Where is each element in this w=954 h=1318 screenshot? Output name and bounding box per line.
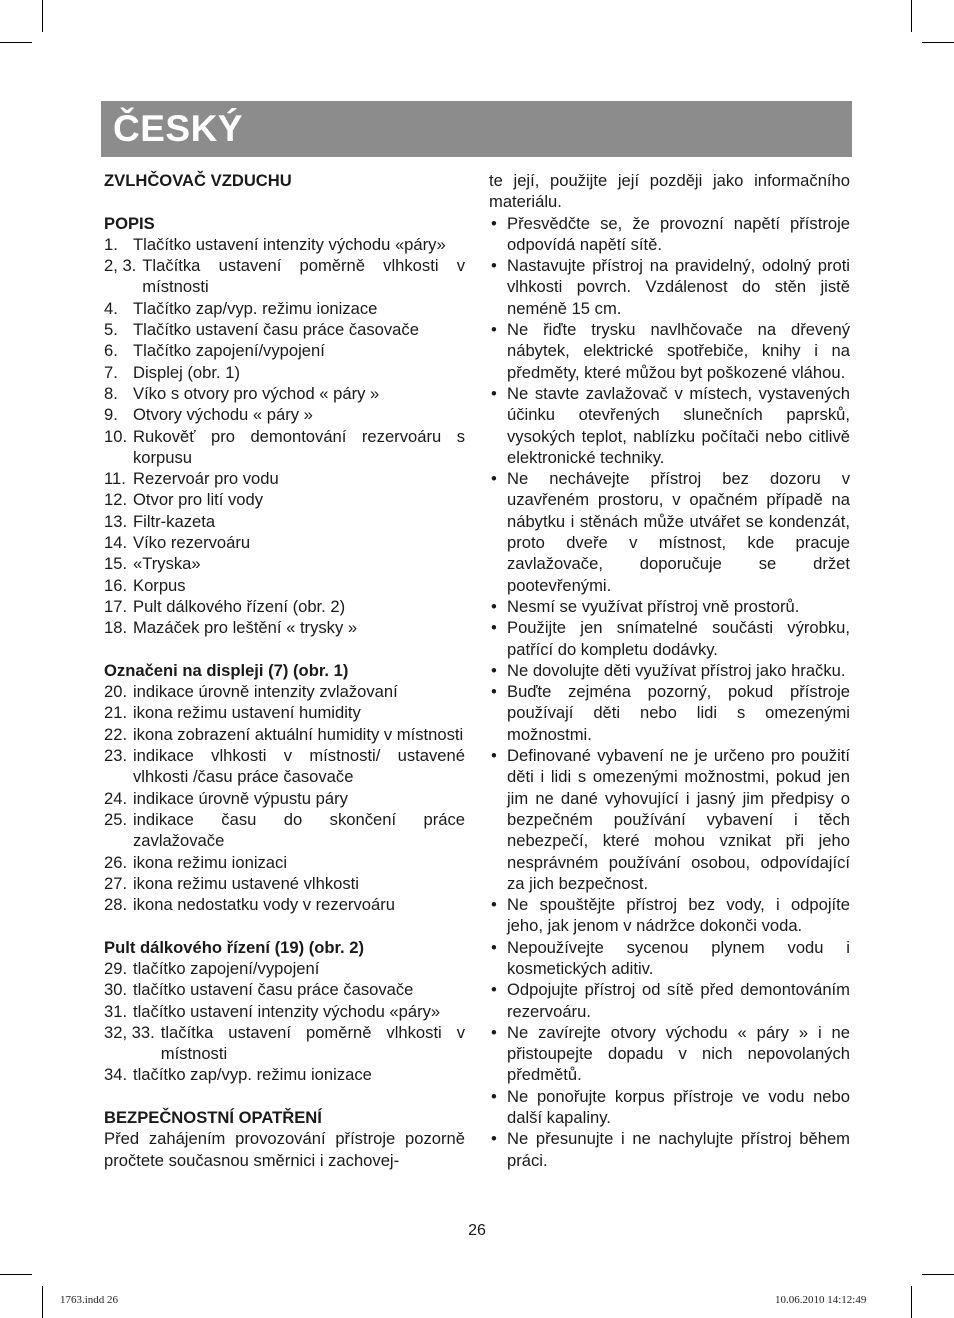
bullet-item [489, 1022, 850, 1086]
list-item [104, 553, 465, 574]
list-item-number: 21. [104, 703, 128, 723]
crop-mark [922, 42, 954, 43]
document-title: ZVLHČOVAČ VZDUCHU [104, 171, 292, 190]
list-item-text: Tlačítka ustavení poměrně vlhkosti v místnosti [142, 256, 465, 297]
footer-timestamp: 10.06.2010 14:12:49 [775, 1294, 867, 1306]
list-item-number: 32, 33. [104, 1022, 155, 1042]
list-item-number: 31. [104, 1001, 128, 1021]
list-item-text: Rezervoár pro vodu [133, 469, 279, 489]
list-item-number: 20. [104, 682, 128, 702]
list-item [104, 575, 465, 596]
list-item [104, 617, 465, 638]
bullet-text: Ne dovolujte děti využívat přístroj jako hračku. [507, 660, 846, 680]
list-item [104, 894, 465, 915]
crop-mark [42, 0, 43, 32]
safety-bullet-list [489, 213, 850, 1171]
bullet-icon: • [491, 320, 497, 340]
list-item-text: indikace úrovně intenzity zvlažovaní [133, 682, 398, 702]
bullet-item [489, 681, 850, 745]
list-item [104, 1001, 465, 1022]
list-item-text: Otvor pro lití vody [133, 490, 264, 510]
right-column [489, 170, 850, 1171]
remote-list [104, 958, 465, 1086]
bullet-item [489, 255, 850, 319]
bullet-icon: • [491, 383, 497, 403]
list-item-number: 28. [104, 895, 128, 915]
list-item-number: 15. [104, 554, 128, 574]
list-item-number: 29. [104, 958, 128, 978]
list-item-text: Víko s otvory pro východ « páry » [133, 383, 380, 403]
bullet-text: Použijte jen snímatelné součásti výrobku, patřící do kompletu dodávky. [507, 618, 850, 659]
bullet-text: Ne řiďte trysku navlhčovače na dřevený nábytek, elektrické spotřebiče, knihy i na předměty, které můžou byt poškozené vláhou. [507, 320, 850, 382]
bullet-text: Ne zavírejte otvory východu « páry » i ne přistoupejte dopadu v nich nepovolaných předmětů. [507, 1022, 850, 1085]
bullet-text: Definované vybavení ne je určeno pro použití děti i lidi s omezenými možnostmi, pokud jen jim ne dané vyhovující i jasný jim předpisy o bezpečném používání vybavení i těch nebezpečí, které mohou vznikat při jeho nesprávném používání osobou, odpovídající za jich bezpečnost. [507, 746, 850, 893]
list-item-number: 6. [104, 341, 118, 361]
list-item [104, 979, 465, 1000]
list-item-text: Tlačítko zap/vyp. režimu ionizace [133, 298, 378, 318]
bullet-icon: • [491, 660, 497, 680]
bullet-text: Ne stavte zavlažovač v místech, vystavených účinku otevřených slunečních paprsků, vysokých teplot, nablízku počítači nebo citlivě elektronické techniky. [507, 383, 850, 467]
list-item [104, 404, 465, 425]
list-item-text: Tlačítko zapojení/vypojení [133, 341, 325, 361]
list-item [104, 873, 465, 894]
list-item [104, 426, 465, 469]
list-item [104, 362, 465, 383]
list-item [104, 511, 465, 532]
popis-list [104, 234, 465, 639]
list-item [104, 702, 465, 723]
bullet-text: Odpojujte přístroj od sítě před demontováním rezervoáru. [507, 980, 850, 1021]
list-item-text: Rukověť pro demontování rezervoáru s korpusu [133, 426, 465, 467]
bullet-item [489, 213, 850, 256]
bullet-icon: • [491, 618, 497, 638]
safety-heading: BEZPEČNOSTNÍ OPATŘENÍ [104, 1108, 322, 1128]
list-item-number: 13. [104, 511, 128, 531]
list-item-number: 8. [104, 383, 118, 403]
list-item-text: ikona režimu ustavené vlhkosti [133, 873, 359, 893]
list-item-number: 12. [104, 490, 128, 510]
list-item-number: 10. [104, 426, 128, 446]
list-item [104, 809, 465, 852]
bullet-text: Ne ponořujte korpus přístroje ve vodu nebo další kapaliny. [507, 1086, 850, 1128]
bullet-icon: • [491, 1086, 497, 1106]
list-item-text: «Tryska» [133, 554, 201, 574]
bullet-icon: • [491, 1022, 497, 1042]
list-item-text: indikace času do skončení práce zavlažovače [133, 809, 465, 851]
bullet-icon: • [491, 1129, 497, 1149]
list-item [104, 383, 465, 404]
bullet-text: Nastavujte přístroj na pravidelný, odolný proti vlhkosti povrch. Vzdálenost do stěn jistě neméně 15 cm. [507, 256, 850, 318]
list-item-number: 16. [104, 575, 128, 595]
list-item [104, 234, 465, 255]
list-item-text: Mazáček pro leštění « trysky » [133, 618, 358, 638]
footer-file-info: 1763.indd 26 [60, 1294, 119, 1306]
list-item-text: Korpus [133, 575, 186, 595]
list-item-number: 27. [104, 873, 128, 893]
list-item-text: Filtr-kazeta [133, 511, 216, 531]
display-heading: Označeni na displeji (7) (obr. 1) [104, 660, 349, 680]
list-item-number: 22. [104, 724, 128, 744]
list-item [104, 255, 465, 298]
bullet-item [489, 979, 850, 1022]
list-item-text: tlačítko ustavení času práce časovače [133, 980, 414, 1000]
list-item-text: Tlačítko ustavení intenzity východu «páry» [133, 234, 446, 254]
bullet-text: Ne spouštějte přístroj bez vody, i odpojíte jeho, jak jenom v nádržce dokonči voda. [507, 895, 850, 936]
list-item-number: 26. [104, 852, 128, 872]
list-item [104, 298, 465, 319]
bullet-item [489, 937, 850, 980]
bullet-text: Ne přesunujte i ne nachylujte přístroj během práci. [507, 1129, 850, 1170]
list-item-text: ikona nedostatku vody v rezervoáru [133, 895, 395, 915]
safety-continuation: te její, použijte její později jako informačního materiálu. [489, 171, 850, 212]
list-item-text: tlačítka ustavení poměrně vlhkosti v místnosti [160, 1022, 465, 1064]
list-item [104, 745, 465, 788]
crop-mark [911, 1286, 912, 1318]
bullet-item [489, 1086, 850, 1129]
list-item [104, 468, 465, 489]
list-item-number: 4. [104, 298, 118, 318]
list-item [104, 532, 465, 553]
list-item-number: 18. [104, 618, 128, 638]
list-item-number: 34. [104, 1065, 128, 1085]
list-item-number: 17. [104, 596, 128, 616]
list-item [104, 788, 465, 809]
crop-mark [922, 1274, 954, 1275]
list-item [104, 852, 465, 873]
list-item-text: indikace vlhkosti v místnosti/ ustavené vlhkosti /času práce časovače [133, 746, 465, 787]
display-list [104, 681, 465, 915]
bullet-icon: • [491, 980, 497, 1000]
list-item [104, 1064, 465, 1085]
bullet-item [489, 1128, 850, 1171]
bullet-icon: • [491, 895, 497, 915]
safety-intro: Před zahájením provozování přístroje pozorně pročtete současnou směrnici i zachovej- [104, 1129, 465, 1170]
bullet-icon: • [491, 596, 497, 616]
bullet-text: Buďte zejména pozorný, pokud přístroje používají děti nebo lidi s omezenými možnostmi. [507, 682, 850, 744]
list-item-number: 14. [104, 533, 128, 553]
bullet-icon: • [491, 682, 497, 702]
list-item [104, 340, 465, 361]
list-item-text: Otvory východu « páry » [133, 405, 313, 425]
bullet-item [489, 894, 850, 937]
list-item [104, 724, 465, 745]
list-item-number: 9. [104, 405, 118, 425]
list-item [104, 596, 465, 617]
bullet-icon: • [491, 256, 497, 276]
list-item-text: Víko rezervoáru [133, 533, 251, 553]
bullet-text: Nesmí se využívat přístroj vně prostorů. [507, 596, 800, 616]
bullet-item [489, 617, 850, 660]
bullet-item [489, 596, 850, 617]
banner-title: ČESKÝ [113, 108, 243, 149]
bullet-icon: • [491, 469, 497, 489]
list-item-text: Pult dálkového řízení (obr. 2) [133, 596, 346, 616]
list-item-text: ikona režimu ustavení humidity [133, 703, 361, 723]
list-item-number: 2, 3. [104, 256, 137, 276]
list-item-number: 24. [104, 788, 128, 808]
list-item-number: 11. [104, 469, 126, 489]
language-banner [101, 101, 852, 157]
list-item [104, 489, 465, 510]
list-item [104, 1022, 465, 1065]
list-item-text: Displej (obr. 1) [133, 362, 240, 382]
bullet-item [489, 383, 850, 468]
crop-mark [0, 42, 32, 43]
bullet-item [489, 660, 850, 681]
crop-mark [42, 1286, 43, 1318]
remote-heading: Pult dálkového řízení (19) (obr. 2) [104, 937, 365, 957]
list-item-text: tlačítko ustavení intenzity východu «páry» [133, 1001, 441, 1021]
bullet-icon: • [491, 937, 497, 957]
page-number: 26 [468, 1222, 486, 1239]
list-item-number: 30. [104, 980, 128, 1000]
bullet-text: Přesvědčte se, že provozní napětí přístroje odpovídá napětí sítě. [507, 213, 850, 254]
list-item-number: 1. [104, 234, 118, 254]
list-item-text: ikona zobrazení aktuální humidity v místnosti [133, 724, 464, 744]
list-item-number: 25. [104, 809, 128, 829]
list-item [104, 681, 465, 702]
list-item-number: 23. [104, 746, 128, 766]
popis-heading: POPIS [104, 213, 155, 233]
list-item-text: tlačítko zap/vyp. režimu ionizace [133, 1065, 372, 1085]
list-item-text: ikona režimu ionizaci [133, 852, 288, 872]
list-item [104, 958, 465, 979]
bullet-item [489, 468, 850, 596]
list-item-number: 7. [104, 362, 118, 382]
list-item-number: 5. [104, 320, 118, 340]
bullet-text: Ne nechávejte přístroj bez dozoru v uzavřeném prostoru, v opačném případě na nábytku i stěnách může utvářet se kondenzát, proto dveře v místnost, kde pracuje zavlažovače, doporučuje se držet pootevřenými. [507, 469, 850, 595]
left-column [104, 170, 465, 1171]
bullet-item [489, 319, 850, 383]
list-item-text: tlačítko zapojení/vypojení [133, 958, 320, 978]
bullet-icon: • [491, 213, 497, 233]
bullet-text: Nepoužívejte sycenou plynem vodu i kosmetických aditiv. [507, 937, 850, 978]
list-item-text: Tlačítko ustavení času práce časovače [133, 320, 419, 340]
list-item-text: indikace úrovně výpustu páry [133, 788, 348, 808]
bullet-icon: • [491, 746, 497, 766]
bullet-item [489, 745, 850, 894]
list-item [104, 319, 465, 340]
crop-mark [911, 0, 912, 32]
crop-mark [0, 1274, 32, 1275]
